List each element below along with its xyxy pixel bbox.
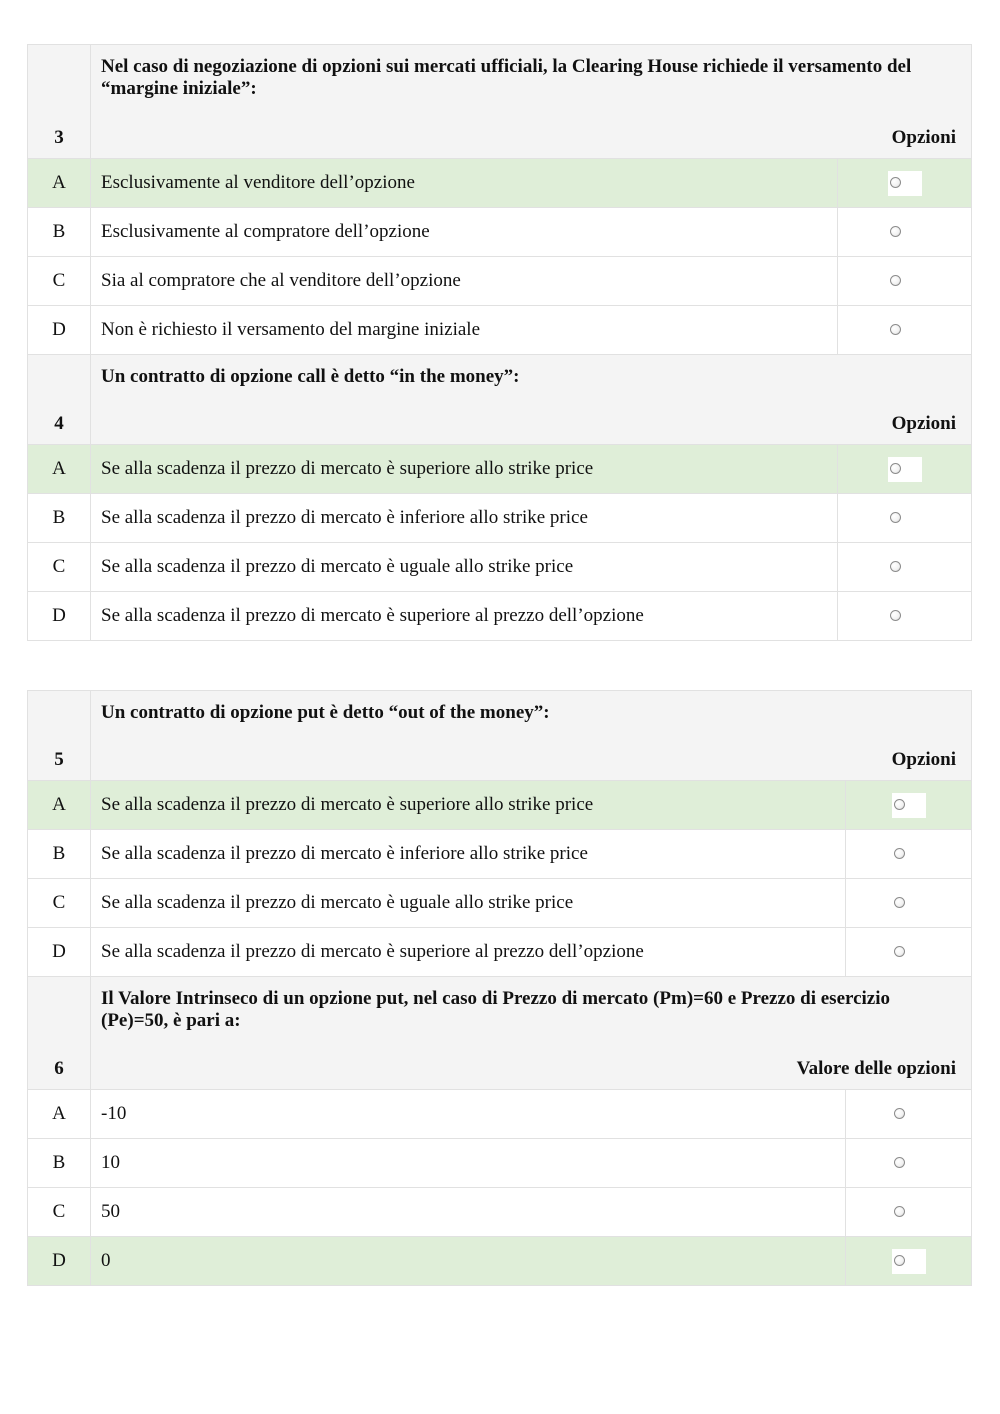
answer-letter: D: [28, 306, 91, 355]
answer-text: Se alla scadenza il prezzo di mercato è inferiore allo strike price: [91, 830, 846, 879]
answer-text: Non è richiesto il versamento del margine iniziale: [91, 306, 838, 355]
question-number: 4: [28, 355, 91, 445]
answer-row-4b: [28, 494, 972, 543]
answer-row-3a: [28, 159, 972, 208]
answer-text: 0: [91, 1237, 846, 1286]
question-row-3: [28, 45, 972, 159]
answer-letter: C: [28, 879, 91, 928]
answer-text: Se alla scadenza il prezzo di mercato è superiore allo strike price: [91, 445, 838, 494]
answer-letter: D: [28, 592, 91, 641]
answer-row-5a: [28, 781, 972, 830]
answer-text: Se alla scadenza il prezzo di mercato è uguale allo strike price: [91, 879, 846, 928]
answer-letter: B: [28, 1139, 91, 1188]
radio-button[interactable]: [890, 275, 901, 286]
radio-button[interactable]: [894, 848, 905, 859]
options-header: Opzioni: [891, 749, 956, 770]
answer-text: Se alla scadenza il prezzo di mercato è superiore al prezzo dell’opzione: [91, 592, 838, 641]
options-header: Opzioni: [891, 127, 956, 148]
radio-button[interactable]: [890, 226, 901, 237]
answer-text: 10: [91, 1139, 846, 1188]
answer-row-3c: [28, 257, 972, 306]
question-number: 6: [28, 977, 91, 1090]
answer-letter: C: [28, 1188, 91, 1237]
options-header: Opzioni: [891, 413, 956, 434]
answer-row-5b: [28, 830, 972, 879]
question-number: 3: [28, 45, 91, 159]
radio-button[interactable]: [894, 1108, 905, 1119]
answer-text: 50: [91, 1188, 846, 1237]
answer-row-6b: [28, 1139, 972, 1188]
quiz-block-1: [27, 44, 972, 641]
answer-row-5d: [28, 928, 972, 977]
answer-letter: B: [28, 494, 91, 543]
answer-row-3b: [28, 208, 972, 257]
answer-text: Se alla scadenza il prezzo di mercato è uguale allo strike price: [91, 543, 838, 592]
answer-text: Se alla scadenza il prezzo di mercato è inferiore allo strike price: [91, 494, 838, 543]
radio-button[interactable]: [890, 463, 901, 474]
answer-row-4d: [28, 592, 972, 641]
answer-row-6a: [28, 1090, 972, 1139]
answer-text: -10: [91, 1090, 846, 1139]
answer-text: Esclusivamente al compratore dell’opzione: [91, 208, 838, 257]
answer-letter: B: [28, 830, 91, 879]
answer-row-5c: [28, 879, 972, 928]
radio-button[interactable]: [894, 1206, 905, 1217]
answer-letter: D: [28, 928, 91, 977]
answer-text: Esclusivamente al venditore dell’opzione: [91, 159, 838, 208]
quiz-block-2: [27, 690, 972, 1286]
answer-letter: A: [28, 445, 91, 494]
radio-button[interactable]: [890, 177, 901, 188]
question-text: Il Valore Intrinseco di un opzione put, nel caso di Prezzo di mercato (Pm)=60 e Prezzo di esercizio (Pe)=50, è pari a:: [101, 988, 891, 1031]
answer-row-6c: [28, 1188, 972, 1237]
question-text: Un contratto di opzione call è detto “in the money”:: [101, 366, 520, 387]
answer-letter: C: [28, 543, 91, 592]
radio-button[interactable]: [890, 561, 901, 572]
answer-letter: A: [28, 159, 91, 208]
answer-text: Sia al compratore che al venditore dell’opzione: [91, 257, 838, 306]
question-number: 5: [28, 691, 91, 781]
radio-button[interactable]: [894, 897, 905, 908]
answer-letter: A: [28, 781, 91, 830]
answer-letter: B: [28, 208, 91, 257]
options-header: Valore delle opzioni: [796, 1058, 956, 1079]
radio-button[interactable]: [894, 799, 905, 810]
radio-button[interactable]: [894, 1157, 905, 1168]
answer-letter: A: [28, 1090, 91, 1139]
answer-letter: D: [28, 1237, 91, 1286]
answer-row-3d: [28, 306, 972, 355]
radio-button[interactable]: [894, 1255, 905, 1266]
question-row-6: [28, 977, 972, 1090]
radio-button[interactable]: [894, 946, 905, 957]
question-row-4: [28, 355, 972, 445]
radio-button[interactable]: [890, 610, 901, 621]
radio-button[interactable]: [890, 324, 901, 335]
answer-text: Se alla scadenza il prezzo di mercato è superiore al prezzo dell’opzione: [91, 928, 846, 977]
answer-row-4c: [28, 543, 972, 592]
radio-button[interactable]: [890, 512, 901, 523]
answer-letter: C: [28, 257, 91, 306]
answer-text: Se alla scadenza il prezzo di mercato è superiore allo strike price: [91, 781, 846, 830]
question-text: Nel caso di negoziazione di opzioni sui mercati ufficiali, la Clearing House richiede il versamento del “margine iniziale”:: [101, 56, 912, 99]
answer-row-4a: [28, 445, 972, 494]
question-text: Un contratto di opzione put è detto “out of the money”:: [101, 702, 550, 723]
question-row-5: [28, 691, 972, 781]
answer-row-6d: [28, 1237, 972, 1286]
